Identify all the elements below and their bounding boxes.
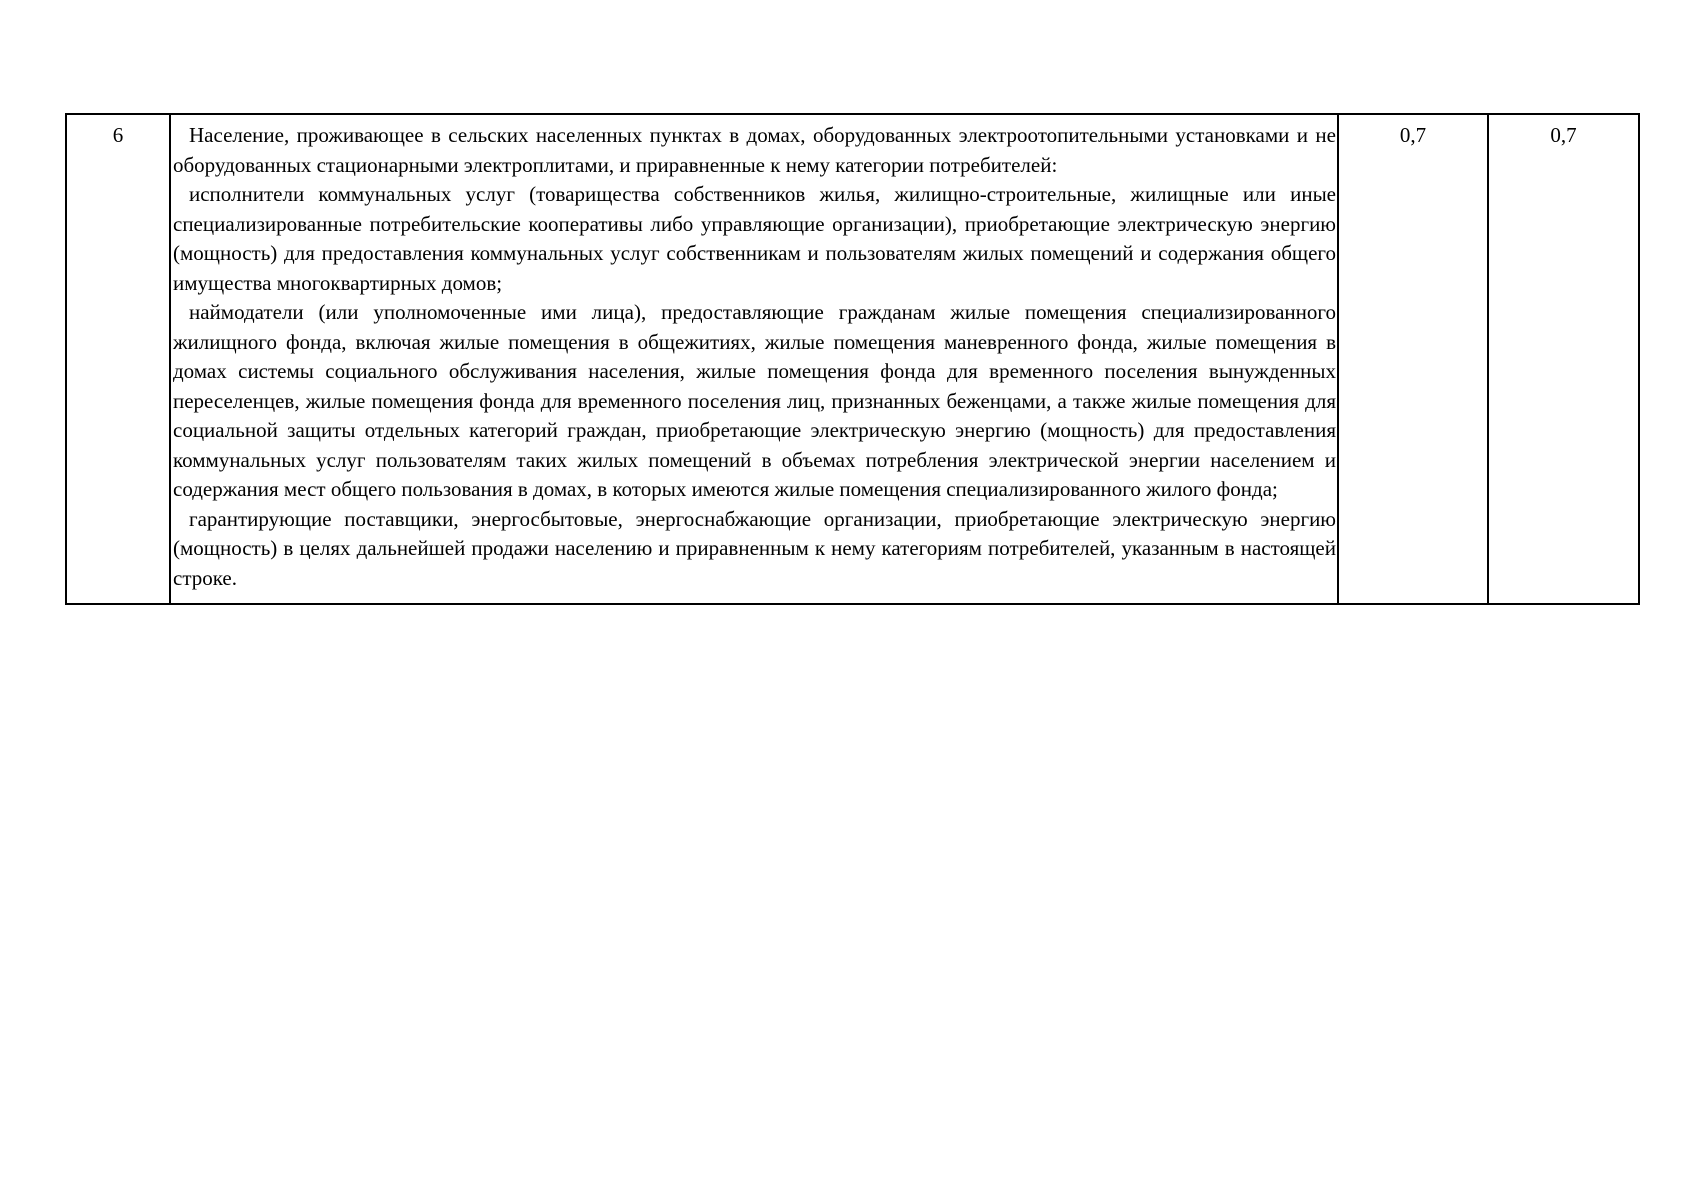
description-cell bbox=[170, 114, 1338, 604]
table-row bbox=[66, 114, 1639, 604]
value-cell-1 bbox=[1338, 114, 1488, 604]
description-paragraph: гарантирующие поставщики, энергосбытовые, энергоснабжающие организации, приобретающие электрическую энергию (мощность) в целях дальнейшей продажи населению и приравненным к нему категориям потребителей, указанным в настоящей строке. bbox=[173, 506, 1336, 590]
coefficient-value-1: 0,7 bbox=[1399, 123, 1427, 147]
tariff-table bbox=[65, 113, 1640, 605]
description-paragraph: исполнители коммунальных услуг (товарищества собственников жилья, жилищно-строительные, жилищные или иные специализированные потребительские кооперативы либо управляющие организации), приобретающие электрическую энергию (мощность) для предоставления коммунальных услуг собственникам и пользователям жилых помещений и содержания общего имущества многоквартирных домов; bbox=[173, 182, 1336, 295]
description-paragraph: Население, проживающее в сельских населенных пунктах в домах, оборудованных электроотопительными установками и не оборудованных стационарными электроплитами, и приравненные к нему категории потребителей: bbox=[173, 123, 1336, 177]
coefficient-value-2: 0,7 bbox=[1550, 123, 1577, 147]
row-number-cell bbox=[66, 114, 170, 604]
description-paragraph: наймодатели (или уполномоченные ими лица), предоставляющие гражданам жилые помещения специализированного жилищного фонда, включая жилые помещения в общежитиях, жилые помещения маневренного фонда, жилые помещения в домах системы социального обслуживания населения, жилые помещения фонда для временного поселения вынужденных переселенцев, жилые помещения фонда для временного поселения лиц, признанных беженцами, а также жилые помещения для социальной защиты отдельных категорий граждан, приобретающие электрическую энергию (мощность) для предоставления коммунальных услуг пользователям таких жилых помещений в объемах потребления электрической энергии населением и содержания мест общего пользования в домах, в которых имеются жилые помещения специализированного жилого фонда; bbox=[173, 300, 1336, 501]
value-cell-2 bbox=[1488, 114, 1639, 604]
row-number: 6 bbox=[112, 123, 124, 147]
